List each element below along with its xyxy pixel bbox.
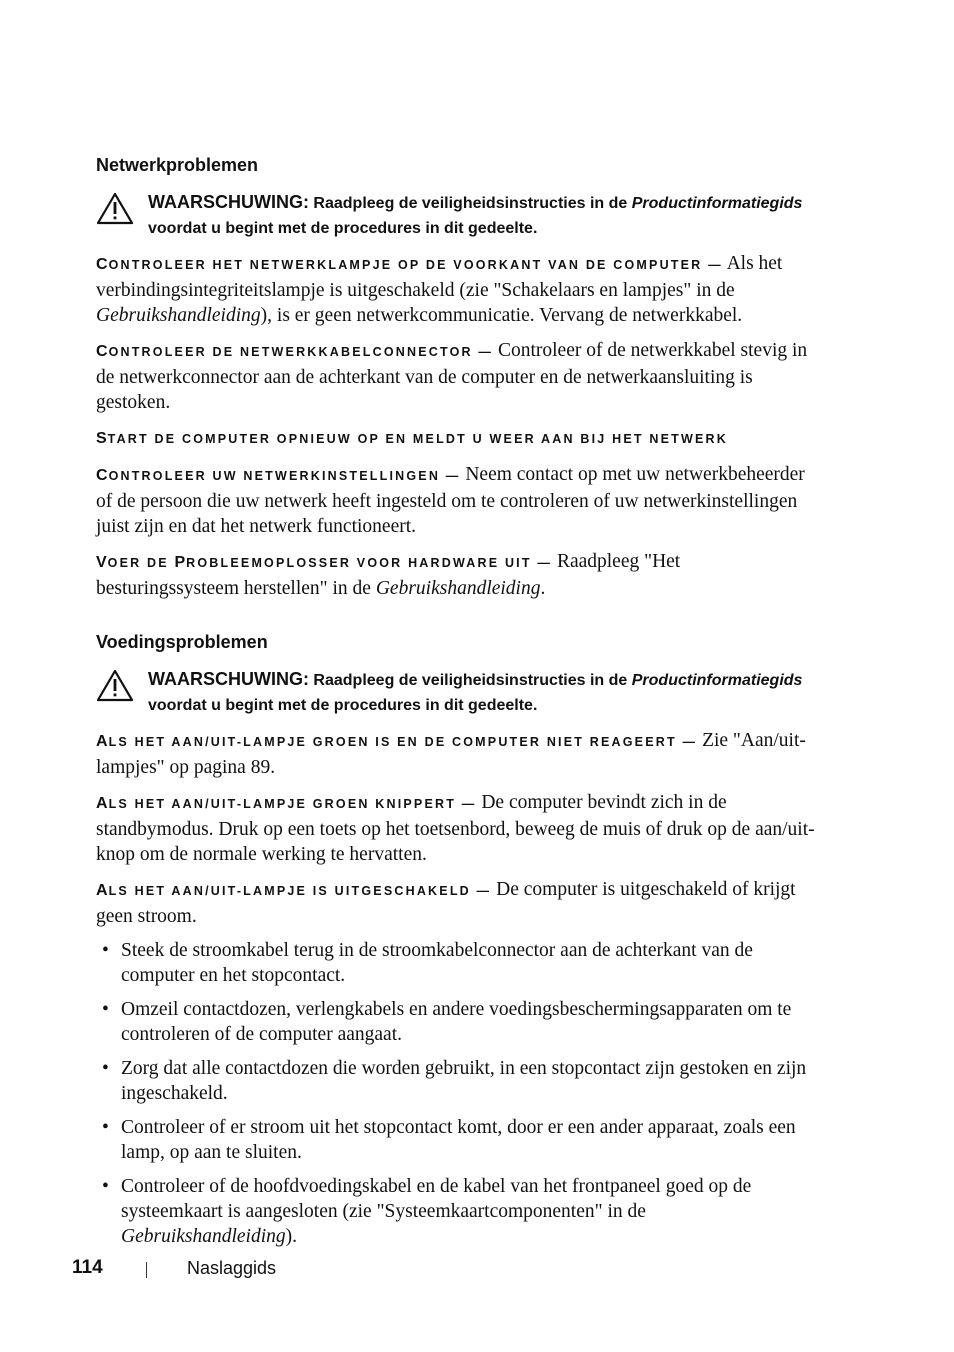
troubleshoot-item: VOER DE PROBLEEMOPLOSSER VOOR HARDWARE UIT — Raadpleeg "Het besturingssysteem herstellen" in de Gebruikshandleiding.: [96, 551, 681, 599]
warning-text: Raadpleeg de veiligheidsinstructies in de: [308, 672, 632, 689]
warning-text: Raadpleeg de veiligheidsinstructies in de: [308, 195, 632, 212]
warning-text-end: voordat u begint met de procedures in dit gedeelte.: [148, 220, 538, 237]
item-title: CONTROLEER DE NETWERKKABELCONNECTOR —: [96, 343, 494, 360]
troubleshoot-item: ALS HET AAN/UIT-LAMPJE GROEN KNIPPERT — De computer bevindt zich in de standbymodus. Druk op een toets op het toetsenbord, beweeg de muis of druk op de aan/uit-knop om de normale werking te hervatten.: [96, 792, 815, 865]
troubleshoot-item: CONTROLEER HET NETWERKLAMPJE OP DE VOORKANT VAN DE COMPUTER — Als het verbindingsintegriteitslampje is uitgeschakeld (zie "Schakelaars en lampjes" in de Gebruikshandleiding), is er geen netwerkcommunicatie. Vervang de netwerkkabel.: [96, 253, 783, 326]
item-title: ALS HET AAN/UIT-LAMPJE IS UITGESCHAKELD —: [96, 882, 492, 899]
item-title: ALS HET AAN/UIT-LAMPJE GROEN IS EN DE COMPUTER NIET REAGEERT —: [96, 733, 698, 750]
bullet-icon: •: [102, 1176, 109, 1197]
troubleshoot-item: ALS HET AAN/UIT-LAMPJE GROEN IS EN DE COMPUTER NIET REAGEERT — Zie "Aan/uit-lampjes" op pagina 89.: [96, 730, 806, 778]
warning-box: [96, 667, 824, 718]
warning-label: WAARSCHUWING:: [148, 192, 309, 212]
list-item: • Controleer of de hoofdvoedingskabel en de kabel van het frontpaneel goed op de systeemkaart is aangesloten (zie "Systeemkaartcomponenten" in de Gebruikshandleiding).: [102, 1176, 752, 1247]
section-power-problems: [96, 629, 824, 1249]
section-heading: Voedingsproblemen: [96, 632, 268, 652]
list-item: • Controleer of er stroom uit het stopcontact komt, door er een ander apparaat, zoals een lamp, op aan te sluiten.: [102, 1117, 796, 1163]
troubleshoot-item: [96, 425, 824, 452]
troubleshoot-item: CONTROLEER DE NETWERKKABELCONNECTOR — Controleer of de netwerkkabel stevig in de netwerkconnector aan de achterkant van de computer en de netwerkaansluiting is gestoken.: [96, 340, 808, 413]
bullet-list: [96, 938, 824, 1249]
troubleshoot-item: ALS HET AAN/UIT-LAMPJE IS UITGESCHAKELD — De computer is uitgeschakeld of krijgt geen stroom.: [96, 879, 796, 927]
section-heading: Netwerkproblemen: [96, 155, 259, 175]
section-network-problems: [96, 152, 824, 601]
bullet-icon: •: [102, 1058, 109, 1079]
item-title: ALS HET AAN/UIT-LAMPJE GROEN KNIPPERT —: [96, 795, 477, 812]
warning-label: WAARSCHUWING:: [148, 669, 309, 689]
list-item: • Zorg dat alle contactdozen die worden gebruikt, in een stopcontact zijn gestoken en zijn ingeschakeld.: [102, 1058, 807, 1104]
warning-box: [96, 190, 824, 241]
document-name: Naslaggids: [187, 1258, 277, 1278]
item-title: VOER DE PROBLEEMOPLOSSER VOOR HARDWARE UIT —: [96, 554, 553, 571]
bullet-icon: •: [102, 999, 109, 1020]
bullet-icon: •: [102, 1117, 109, 1138]
warning-emphasis: Productinformatiegids: [631, 672, 803, 689]
warning-emphasis: Productinformatiegids: [631, 195, 803, 212]
page-number: 114: [72, 1257, 103, 1278]
list-item: • Omzeil contactdozen, verlengkabels en andere voedingsbeschermingsapparaten om te controleren of de computer aangaat.: [102, 999, 792, 1045]
item-title: CONTROLEER HET NETWERKLAMPJE OP DE VOORKANT VAN DE COMPUTER —: [96, 256, 723, 273]
list-item: • Steek de stroomkabel terug in de stroomkabelconnector aan de achterkant van de computer en het stopcontact.: [102, 940, 753, 986]
footer-divider: [146, 1262, 147, 1278]
warning-triangle-icon: [96, 192, 134, 225]
page-footer: [72, 1257, 277, 1279]
troubleshoot-item: CONTROLEER UW NETWERKINSTELLINGEN — Neem contact op met uw netwerkbeheerder of de persoon die uw netwerk heeft ingesteld om te controleren of uw netwerkinstellingen juist zijn en dat het netwerk functioneert.: [96, 464, 805, 537]
bullet-icon: •: [102, 940, 109, 961]
document-page: [96, 152, 824, 1249]
item-title: START DE COMPUTER OPNIEUW OP EN MELDT U WEER AAN BIJ HET NETWERK: [96, 430, 728, 447]
warning-text-end: voordat u begint met de procedures in dit gedeelte.: [148, 697, 538, 714]
warning-triangle-icon: [96, 669, 134, 702]
item-title: CONTROLEER UW NETWERKINSTELLINGEN —: [96, 467, 461, 484]
